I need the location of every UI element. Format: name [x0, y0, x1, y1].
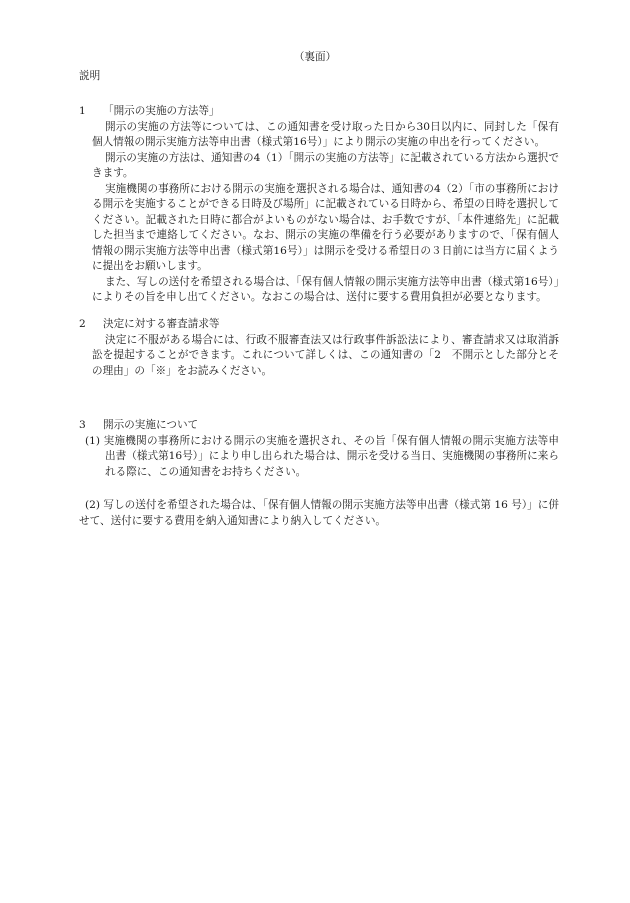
section-1: [79, 104, 559, 306]
section-number: 1: [79, 105, 86, 117]
section-1-heading: [79, 104, 559, 120]
section-heading-text: 「開示の実施の方法等」: [103, 105, 220, 117]
paragraph: 実施機関の事務所における開示の実施を選択される場合は、通知書の4（2）「市の事務所における開示を実施することができる日時及び場所」に記載されている日時から、希望の日時を選択してください。記載された日時に都合がよいものがない場合は、お手数ですが、「本件連絡先」に記載した担当まで連絡してください。なお、開示の実施の準備を行う必要がありますので、「保有個人情報の開示実施方法等申出書（様式第16号）」は開示を受ける希望日の３日前には当方に届くように提出をお願いします。: [92, 182, 559, 272]
section-3-heading: [79, 418, 559, 434]
list-item: (1) 実施機関の事務所における開示の実施を選択され、その旨「保有個人情報の開示実施方法等申出書（様式第16号）」により申し出られた場合は、開示を受ける当日、実施機関の事務所に来られる際に、この通知書をお持ちください。: [85, 434, 559, 478]
section-heading-text: 決定に対する審査請求等: [103, 318, 220, 330]
section-2-heading: [79, 317, 559, 333]
section-number: 2: [79, 318, 86, 330]
section-heading-text: 開示の実施について: [103, 419, 199, 431]
section-2: [79, 317, 559, 379]
page-header: （裏面）: [293, 51, 337, 63]
paragraph: また、写しの送付を希望される場合は、「保有個人情報の開示実施方法等申出書（様式第16号）」によりその旨を申し出てください。なおこの場合は、送付に要する費用負担が必要となります。: [92, 275, 559, 303]
section-3: [79, 418, 559, 540]
document-title: 説明: [79, 70, 101, 82]
paragraph: 開示の実施の方法は、通知書の4（1）「開示の実施の方法等」に記載されている方法から選択できます。: [92, 151, 559, 179]
paragraph: 決定に不服がある場合には、行政不服審査法又は行政事件訴訟法により、審査請求又は取消訴訟を提起することができます。これについて詳しくは、この通知書の「2 不開示とした部分とその理由」の「※」をお読みください。: [92, 333, 559, 377]
section-number: 3: [79, 419, 86, 431]
paragraph: 開示の実施の方法等については、この通知書を受け取った日から30日以内に、同封した「保有個人情報の開示実施方法等申出書（様式第16号）」により開示の実施の申出を行ってください。: [92, 120, 559, 148]
list-item: (2) 写しの送付を希望された場合は、「保有個人情報の開示実施方法等申出書（様式第 16 号）」に併せて、送付に要する費用を納入通知書により納入してください。: [79, 499, 559, 527]
